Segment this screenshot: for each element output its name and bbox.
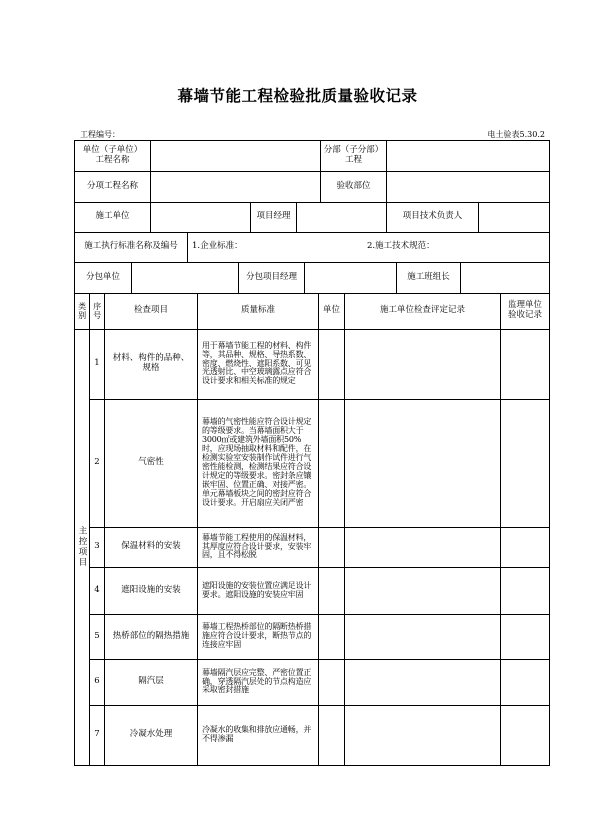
accept-part-value[interactable] xyxy=(387,171,549,202)
item-row xyxy=(90,567,549,615)
item-name: 隔汽层 xyxy=(105,659,198,705)
unit-name-value[interactable] xyxy=(151,141,321,171)
item-row xyxy=(90,705,549,765)
item-unit[interactable] xyxy=(319,567,345,614)
item-row xyxy=(90,329,549,400)
tech-lead-value[interactable] xyxy=(479,202,549,232)
subitem-label: 分项工程名称 xyxy=(75,171,151,202)
enterprise-standard: 1.企业标准： xyxy=(192,241,243,252)
item-supervision[interactable] xyxy=(501,399,549,527)
col-supervision: 监理单位 验收记录 xyxy=(507,300,542,320)
item-supervision[interactable] xyxy=(501,567,549,614)
item-seq: 1 xyxy=(90,329,105,399)
col-unit: 单位 xyxy=(319,293,345,329)
inspection-table xyxy=(74,140,550,766)
pm-label: 项目经理 xyxy=(251,202,297,232)
item-record[interactable] xyxy=(345,567,501,614)
item-unit[interactable] xyxy=(319,399,345,527)
item-row xyxy=(90,527,549,568)
item-standard: 幕墙节能工程使用的保温材料，其厚度应符合设计要求，安装牢固，且不得松脱 xyxy=(198,527,319,567)
item-record[interactable] xyxy=(345,659,501,705)
row-subcontractor xyxy=(75,262,549,294)
item-standard: 冷凝水的收集和排放应通畅，并不得渗漏 xyxy=(198,705,319,765)
form-code: 电土验表5.30.2 xyxy=(487,130,545,139)
team-leader-label: 施工班组长 xyxy=(397,262,461,293)
item-supervision[interactable] xyxy=(501,329,549,399)
item-record[interactable] xyxy=(345,527,501,567)
item-record[interactable] xyxy=(345,329,501,399)
item-supervision[interactable] xyxy=(501,659,549,705)
accept-part-label: 验收部位 xyxy=(321,171,387,202)
row-subitem xyxy=(75,171,549,203)
row-column-headers xyxy=(75,293,549,330)
sub-pm-label: 分包项目经理 xyxy=(239,262,305,293)
technical-spec: 2.施工技术规范： xyxy=(367,241,435,252)
team-leader-value[interactable] xyxy=(461,262,549,293)
standard-label: 施工执行标准名称及编号 xyxy=(75,232,188,262)
col-record: 施工单位检查评定记录 xyxy=(345,293,501,329)
item-record[interactable] xyxy=(345,614,501,659)
item-seq: 6 xyxy=(90,659,105,705)
contractor-label: 施工单位 xyxy=(75,202,151,232)
item-unit[interactable] xyxy=(319,705,345,765)
project-number-label: 工程编号： xyxy=(80,130,120,139)
division-label: 分部（子分部） 工程 xyxy=(321,141,387,171)
item-standard: 幕墙隔汽层应完整、严密位置正确，穿透隔汽层处的节点构造应采取密封措施 xyxy=(198,659,319,705)
contractor-value[interactable] xyxy=(151,202,251,232)
item-seq: 7 xyxy=(90,705,105,765)
category-main-label: 主控项目 xyxy=(77,526,87,568)
item-supervision[interactable] xyxy=(501,705,549,765)
item-row xyxy=(90,614,549,660)
item-seq: 2 xyxy=(90,399,105,527)
col-item: 检查项目 xyxy=(105,293,198,329)
item-standard: 用于幕墙节能工程的材料、构件等，其品种、规格、导热系数、密度、燃烧性、遮阳系数、可见光透射比、中空玻璃露点应符合设计要求和相关标准的规定 xyxy=(198,329,319,399)
item-standard: 幕墙的气密性能应符合设计规定的等级要求。当幕墙面积大于3000㎡或建筑外墙面积50%时，应现场抽取材料和配件，在检测实验室安装制作试件进行气密性能检测，检测结果应符合设计规定的等级要求。密封条应镶嵌牢固、位置正确、对接严密。单元幕墙板块之间的密封应符合设计要求。开启扇应关闭严密 xyxy=(198,399,319,527)
item-unit[interactable] xyxy=(319,527,345,567)
col-standard: 质量标准 xyxy=(198,293,319,329)
item-supervision[interactable] xyxy=(501,614,549,659)
item-row xyxy=(90,399,549,528)
item-supervision[interactable] xyxy=(501,527,549,567)
item-row xyxy=(90,659,549,706)
col-category: 类别 xyxy=(75,293,90,329)
col-seq: 序号 xyxy=(90,293,105,329)
tech-lead-label: 项目技术负责人 xyxy=(387,202,479,232)
page-title: 幕墙节能工程检验批质量验收记录 xyxy=(177,86,418,105)
item-unit[interactable] xyxy=(319,329,345,399)
item-name: 遮阳设施的安装 xyxy=(105,567,198,614)
row-project-info xyxy=(75,141,549,172)
sub-pm-value[interactable] xyxy=(305,262,397,293)
subcontractor-label: 分包单位 xyxy=(75,262,132,293)
item-unit[interactable] xyxy=(319,659,345,705)
division-value[interactable] xyxy=(387,141,549,171)
subcontractor-value[interactable] xyxy=(132,262,239,293)
item-seq: 3 xyxy=(90,527,105,567)
item-name: 保温材料的安装 xyxy=(105,527,198,567)
pm-value[interactable] xyxy=(297,202,387,232)
item-unit[interactable] xyxy=(319,614,345,659)
item-seq: 5 xyxy=(90,614,105,659)
item-name: 气密性 xyxy=(105,399,198,527)
item-standard: 幕墙工程热桥部位的隔断热桥措施应符合设计要求，断热节点的连接应牢固 xyxy=(198,614,319,659)
item-name: 冷凝水处理 xyxy=(105,705,198,765)
item-record[interactable] xyxy=(345,399,501,527)
item-seq: 4 xyxy=(90,567,105,614)
item-name: 热桥部位的隔热措施 xyxy=(105,614,198,659)
row-contractor xyxy=(75,202,549,233)
item-name: 材料、构件的品种、 规格 xyxy=(105,329,198,399)
unit-name-label: 单位（子单位） 工程名称 xyxy=(75,141,151,171)
subitem-value[interactable] xyxy=(151,171,321,202)
item-standard: 遮阳设施的安装位置应满足设计要求。遮阳设施的安装应牢固 xyxy=(198,567,319,614)
category-main-control xyxy=(75,329,90,765)
row-standard xyxy=(75,232,549,263)
item-record[interactable] xyxy=(345,705,501,765)
